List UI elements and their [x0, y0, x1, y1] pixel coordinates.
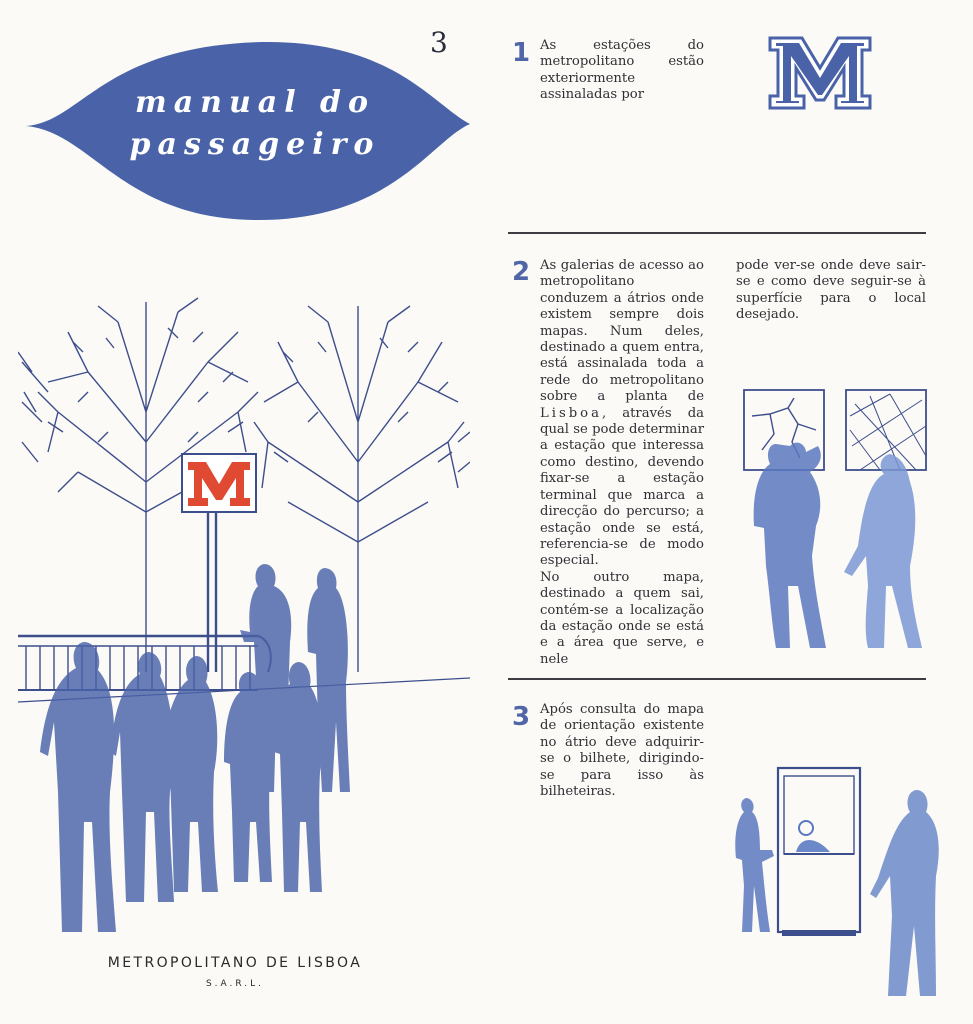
step-3-text: Após consulta do mapa de orientação existente no átrio deve adquirir-se o bilhete, dirigindo-se para isso às bilheteiras. — [540, 702, 704, 800]
step-2-city: Lisboa — [540, 405, 602, 421]
publisher-name: METROPOLITANO DE LISBOA — [107, 955, 363, 971]
manual-title — [60, 82, 450, 166]
divider-1 — [508, 232, 926, 234]
step-1-number: 1 — [512, 38, 531, 68]
ticket-booth-illustration — [730, 766, 950, 998]
metro-entrance-street-illustration — [18, 292, 470, 940]
title-line-2: passageiro — [129, 127, 381, 162]
page-number: 3 — [430, 26, 448, 59]
step-2-text-b: , através da qual se pode determinar a estação que interessa como destino, devendo fixar-se a estação terminal que marca a direcção do percurso; a estação onde se está, referencia-se de modo especial. — [540, 405, 704, 569]
metro-m-logo-icon — [766, 34, 874, 112]
step-3-number: 3 — [512, 702, 531, 732]
step-2-number: 2 — [512, 257, 531, 287]
publisher-footer — [60, 955, 410, 989]
publisher-suffix: S.A.R.L. — [205, 979, 265, 989]
step-1-text: As estações do metropolitano estão exteriormente assinaladas por — [540, 38, 704, 103]
map-readers-illustration — [740, 386, 940, 656]
step-2-text-a: As galerias de acesso ao metropolitano conduzem a átrios onde existem sempre dois mapas. Num deles, destinado a quem entra, está assinalada toda a rede do metropolitano sobre a planta de — [540, 258, 704, 405]
divider-2 — [508, 678, 926, 680]
step-2-paragraph-2: No outro mapa, destinado a quem sai, contém-se a localização da estação onde se está e a área que serve, e nele — [540, 569, 704, 667]
title-line-1: manual do — [134, 85, 376, 120]
step-2-column-2: pode ver-se onde deve sair-se e como deve seguir-se à superfície para o local desejado. — [736, 258, 926, 323]
step-2-column-1 — [540, 258, 704, 668]
step-2-paragraph-1 — [540, 258, 704, 570]
